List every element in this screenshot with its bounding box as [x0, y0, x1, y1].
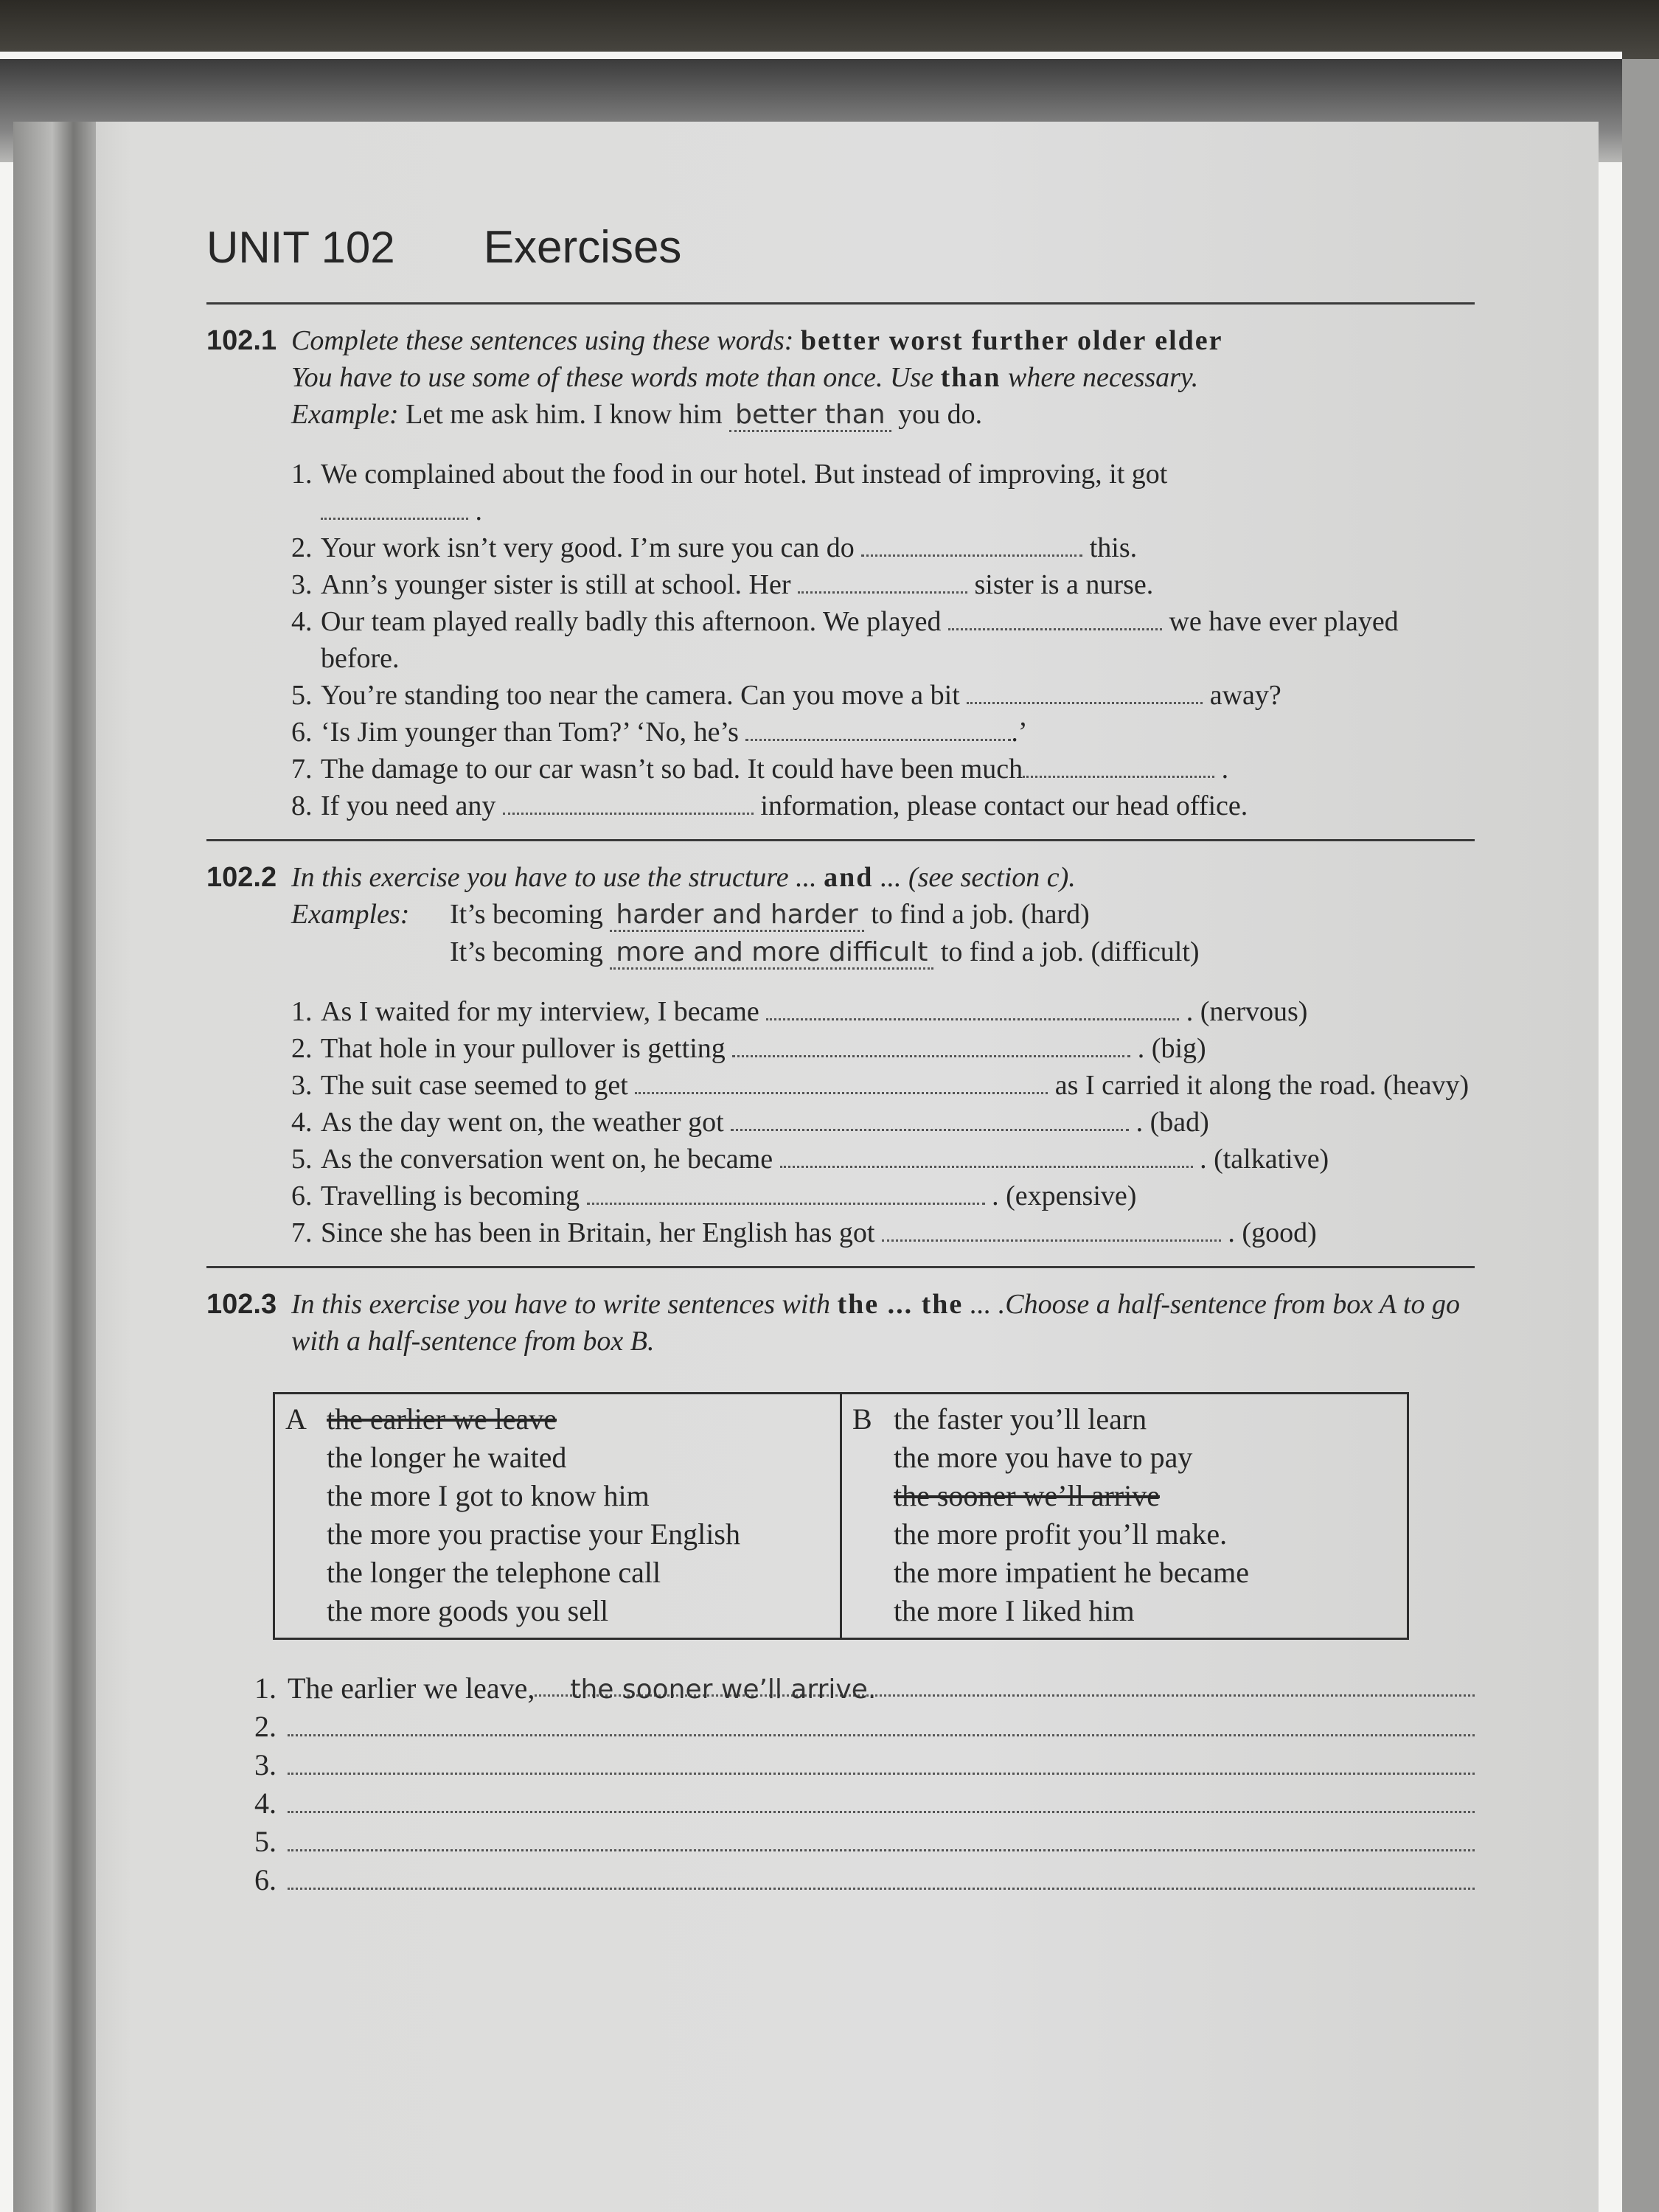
item-text: Travelling is becoming: [321, 1180, 580, 1211]
answer-line[interactable]: [288, 1863, 1475, 1890]
answer-line[interactable]: [535, 1669, 1475, 1705]
exercise-102-2: [206, 859, 1475, 971]
exercise-instructions: [291, 322, 1475, 434]
item-number: 4.: [291, 606, 313, 637]
example-label: Examples:: [291, 899, 410, 930]
item-number: 2.: [291, 532, 313, 563]
item-text: . (talkative): [1200, 1144, 1329, 1175]
item-text: As the conversation went on, he became: [321, 1144, 773, 1175]
item-text: That hole in your pullover is getting: [321, 1033, 726, 1064]
exercise-102-1-items: [291, 456, 1475, 824]
item-number: 7.: [291, 1217, 313, 1248]
answer-row: [254, 1746, 1475, 1784]
list-item: [291, 677, 1475, 714]
instruction-text: In this exercise you have to use the structure ...: [291, 862, 817, 893]
divider: [206, 839, 1475, 841]
instruction-text: ... .Choose a half-sentence from box A to go with a half-sentence from box B.: [291, 1289, 1460, 1357]
item-number: 6.: [291, 717, 313, 748]
unit-header: [206, 221, 1475, 288]
answer-blank[interactable]: [861, 532, 1082, 557]
answer-row: [254, 1784, 1475, 1823]
item-text: this.: [1089, 532, 1138, 563]
book-spine-shadow: [52, 122, 96, 2212]
example-label: Example:: [291, 399, 399, 430]
item-number: 3.: [254, 1748, 276, 1781]
box-b-item: the more profit you’ll make.: [894, 1517, 1228, 1551]
instruction-keyword: than: [940, 362, 1001, 393]
box-a-item: the longer he waited: [327, 1441, 567, 1474]
list-item: [291, 566, 1475, 603]
list-item: [291, 993, 1475, 1030]
answer-blank[interactable]: [948, 606, 1162, 630]
list-item: [291, 787, 1475, 824]
exercise-instructions: [291, 1286, 1475, 1360]
box-a-item: the longer the telephone call: [327, 1556, 661, 1589]
item-text: information, please contact our head office.: [760, 790, 1248, 821]
item-text: You’re standing too near the camera. Can you move a bit: [321, 680, 960, 711]
box-b-item: the sooner we’ll arrive: [894, 1479, 1160, 1512]
box-letter: A: [285, 1402, 307, 1436]
box-b-item: the more I liked him: [894, 1594, 1135, 1627]
answer-blank[interactable]: [745, 717, 1011, 741]
item-number: 6.: [254, 1863, 276, 1896]
item-text: The damage to our car wasn’t so bad. It could have been much: [321, 754, 1023, 785]
list-item: [291, 1030, 1475, 1067]
item-text: Your work isn’t very good. I’m sure you can do: [321, 532, 855, 563]
list-item: [291, 1214, 1475, 1251]
answer-line[interactable]: [288, 1786, 1475, 1813]
answer-row: [254, 1823, 1475, 1861]
item-text: The suit case seemed to get: [321, 1070, 628, 1101]
item-text: . (nervous): [1186, 996, 1308, 1027]
item-number: 2.: [254, 1710, 276, 1743]
list-item: [291, 751, 1475, 787]
example-text: to find a job. (difficult): [940, 936, 1200, 967]
example-text: Let me ask him. I know him: [406, 399, 723, 430]
item-number: 2.: [291, 1033, 313, 1064]
item-text: . (big): [1137, 1033, 1206, 1064]
handwritten-answer: harder and harder: [610, 900, 863, 932]
answer-blank[interactable]: [587, 1180, 985, 1205]
exercise-number: 102.1: [206, 325, 277, 356]
box-a-item: the more goods you sell: [327, 1594, 609, 1627]
answer-blank[interactable]: [766, 996, 1179, 1020]
item-number: 1.: [291, 459, 313, 490]
list-item: [291, 1104, 1475, 1141]
instruction-text: In this exercise you have to write sentences with: [291, 1289, 830, 1320]
photo-background-top: [0, 0, 1659, 59]
answer-blank[interactable]: [882, 1217, 1221, 1242]
item-text: . (expensive): [992, 1180, 1137, 1211]
answer-blank[interactable]: [731, 1107, 1129, 1131]
item-text: . (bad): [1135, 1107, 1209, 1138]
list-item: [291, 529, 1475, 566]
list-item: [291, 714, 1475, 751]
word-list: better worst further older elder: [800, 325, 1223, 356]
answer-blank[interactable]: [635, 1070, 1048, 1094]
answer-row: [254, 1708, 1475, 1746]
item-number: 4.: [291, 1107, 313, 1138]
exercise-instructions: [291, 859, 1475, 971]
half-sentence-box: [273, 1392, 1409, 1640]
box-b-item: the more impatient he became: [894, 1556, 1250, 1589]
item-text: The earlier we leave,: [288, 1672, 535, 1705]
answer-lines: [254, 1669, 1475, 1899]
answer-blank[interactable]: [780, 1144, 1193, 1168]
item-text: Since she has been in Britain, her English has got: [321, 1217, 875, 1248]
exercise-102-3: [206, 1286, 1475, 1360]
answer-row: [254, 1861, 1475, 1899]
box-b-item: the faster you’ll learn: [894, 1402, 1147, 1436]
instruction-keyword: the ... the: [837, 1289, 964, 1320]
item-text: as I carried it along the road. (heavy): [1054, 1070, 1470, 1101]
list-item: [291, 1141, 1475, 1178]
answer-blank[interactable]: [1023, 754, 1214, 778]
instruction-keyword: and: [824, 862, 874, 893]
list-item: 1. We complained about the food in our hotel. But instead of improving, it got .: [291, 456, 1475, 529]
item-number: 3.: [291, 1070, 313, 1101]
item-text: As the day went on, the weather got: [321, 1107, 724, 1138]
item-number: 5.: [291, 680, 313, 711]
item-text: sister is a nurse.: [974, 569, 1154, 600]
item-text: We complained about the food in our hotel. But instead of improving, it got: [321, 459, 1168, 490]
answer-blank[interactable]: [732, 1033, 1130, 1057]
box-a-item: the more you practise your English: [327, 1517, 740, 1551]
example-text: It’s becoming: [450, 899, 603, 930]
item-number: 7.: [291, 754, 313, 785]
item-number: 5.: [254, 1825, 276, 1858]
item-number: 1.: [291, 996, 313, 1027]
instruction-text: where necessary.: [1008, 362, 1199, 393]
item-text: we have ever played before.: [321, 606, 1399, 674]
exercise-number: 102.3: [206, 1289, 277, 1320]
item-number: 1.: [254, 1672, 276, 1705]
item-text: . (good): [1228, 1217, 1317, 1248]
list-item: [291, 603, 1475, 677]
answer-row: [254, 1669, 1475, 1708]
item-number: 8.: [291, 790, 313, 821]
handwritten-answer: more and more difficult: [610, 937, 933, 970]
box-b-item: the more you have to pay: [894, 1441, 1193, 1474]
box-a-item: the more I got to know him: [327, 1479, 650, 1512]
item-number: 3.: [291, 569, 313, 600]
example-text: to find a job. (hard): [871, 899, 1090, 930]
box-a: [275, 1394, 840, 1638]
item-text: If you need any: [321, 790, 496, 821]
instruction-text: ... (see section c).: [880, 862, 1076, 893]
answer-blank[interactable]: [503, 790, 754, 815]
item-text: Our team played really badly this afternoon. We played: [321, 606, 942, 637]
answer-blank[interactable]: [798, 569, 967, 594]
list-item: [291, 1178, 1475, 1214]
box-letter: B: [852, 1402, 872, 1436]
instruction-text: Complete these sentences using these words:: [291, 325, 794, 356]
handwritten-answer: better than: [729, 400, 891, 432]
instruction-text: You have to use some of these words mote than once. Use: [291, 362, 934, 393]
box-b: [840, 1394, 1407, 1638]
exercise-102-2-items: [291, 993, 1475, 1251]
item-text: away?: [1209, 680, 1281, 711]
answer-line[interactable]: [288, 1709, 1475, 1736]
unit-label: UNIT 102: [206, 223, 395, 272]
item-number: 5.: [291, 1144, 313, 1175]
item-number: 4.: [254, 1787, 276, 1820]
example-text: you do.: [898, 399, 983, 430]
answer-line[interactable]: [288, 1747, 1475, 1775]
box-a-item: the earlier we leave: [327, 1402, 557, 1436]
divider: [206, 1266, 1475, 1268]
answer-blank[interactable]: [321, 495, 468, 520]
unit-title: Exercises: [483, 222, 682, 273]
exercise-102-1: [206, 322, 1475, 434]
handwritten-answer: the sooner we’ll arrive.: [570, 1674, 877, 1705]
item-number: 6.: [291, 1180, 313, 1211]
exercise-number: 102.2: [206, 862, 277, 893]
item-text: Ann’s younger sister is still at school. Her: [321, 569, 791, 600]
item-text: As I waited for my interview, I became: [321, 996, 759, 1027]
page-content: [206, 221, 1475, 1899]
divider: [206, 302, 1475, 305]
answer-blank[interactable]: [967, 680, 1203, 704]
item-text: .: [1221, 754, 1229, 785]
list-item: [291, 1067, 1475, 1104]
item-text: .’: [1011, 717, 1028, 748]
item-text: ‘Is Jim younger than Tom?’ ‘No, he’s: [321, 717, 739, 748]
answer-line[interactable]: [288, 1824, 1475, 1851]
example-text: It’s becoming: [450, 936, 603, 967]
